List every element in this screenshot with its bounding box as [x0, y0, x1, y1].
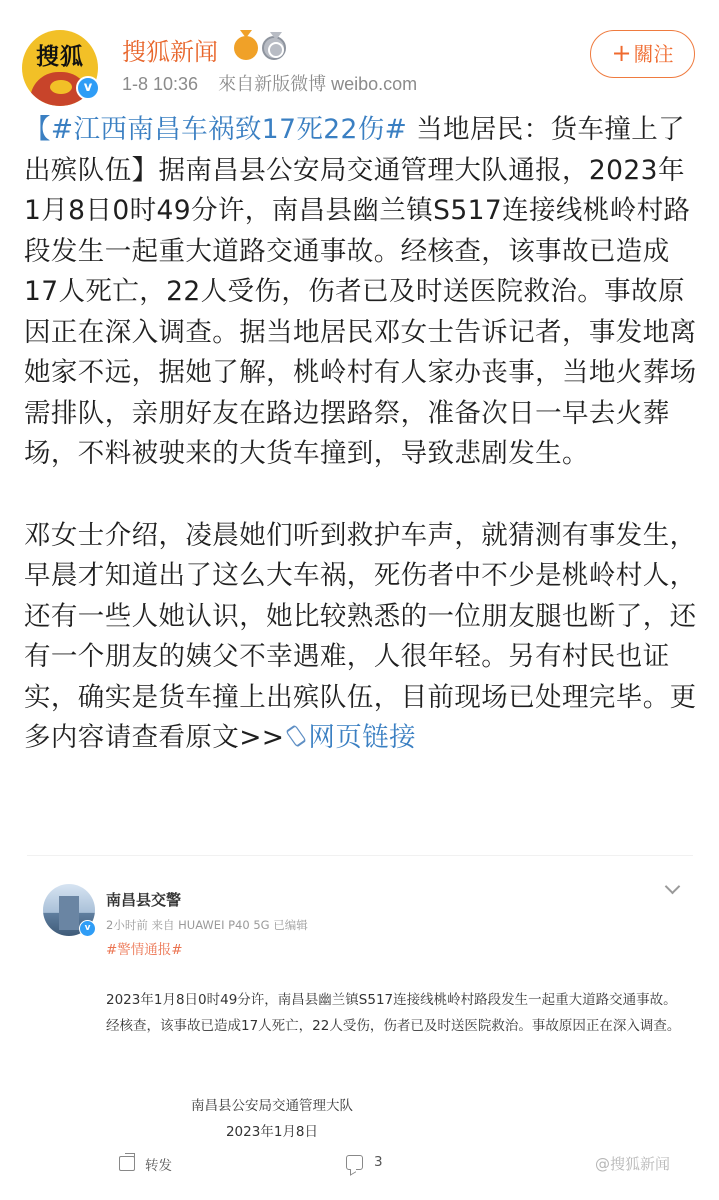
watermark: @搜狐新闻 — [595, 1155, 671, 1173]
comment-icon — [346, 1155, 363, 1170]
post-meta — [122, 70, 417, 96]
embed-hashtag: #警情通报# — [106, 942, 183, 958]
verified-icon: v — [76, 76, 100, 100]
embed-action-bar — [27, 1152, 693, 1182]
embed-account-name: 南昌县交警 — [106, 891, 182, 909]
avatar-logo-text: 搜狐 — [36, 43, 84, 70]
link-icon[interactable] — [286, 724, 307, 747]
comment-count: 3 — [374, 1154, 383, 1170]
post-timestamp: 1-8 10:36 — [122, 74, 199, 94]
post-header — [0, 0, 719, 110]
embedded-weibo-screenshot — [27, 855, 693, 1200]
embed-signature-org: 南昌县公安局交通管理大队 — [191, 1098, 353, 1114]
share-label: 转发 — [145, 1158, 172, 1174]
plus-icon: + — [611, 39, 632, 67]
web-link[interactable]: 网页链接 — [308, 722, 417, 753]
hashtag-link[interactable]: 【#江西南昌车祸致17死22伤# — [24, 114, 408, 145]
chevron-down-icon — [665, 879, 681, 895]
paragraph-1-text: 当地居民：货车撞上了出殡队伍】据南昌县公安局交通管理大队通报，2023年1月8日0时49分许，南昌县幽兰镇S517连接线桃岭村路段发生一起重大道路交通事故。经核查，该事故已造成17人死亡，22人受伤，伤者已及时送医院救治。事故原因正在深入调查。据当地居民邓女士告诉记者，事发地离她家不远，据她了解，桃岭村有人家办丧事，当地火葬场需排队，亲朋好友在路边摆路祭，准备次日一早去火葬场，不料被驶来的大货车撞到，导致悲剧发生。 — [24, 114, 697, 469]
follow-button[interactable] — [590, 30, 695, 78]
post-source: 來自新版微博 weibo.com — [218, 74, 418, 94]
embed-verified-icon: v — [79, 920, 96, 937]
embed-signature-date: 2023年1月8日 — [225, 1124, 319, 1140]
paragraph-1 — [24, 110, 700, 475]
post-body — [24, 110, 700, 759]
share-icon — [119, 1156, 135, 1171]
silver-medal-icon[interactable] — [262, 36, 286, 60]
paragraph-2-text: 邓女士介绍，凌晨她们听到救护车声，就猜测有事发生，早晨才知道出了这么大车祸，死伤者中不少是桃岭村人，还有一些人她认识，她比较熟悉的一位朋友腿也断了，还有一个朋友的姨父不幸遇难，人很年轻。另有村民也证实，确实是货车撞上出殡队伍，目前现场已处理完毕。更多内容请查看原文>> — [24, 519, 697, 753]
account-name[interactable]: 搜狐新闻 — [122, 38, 218, 66]
paragraph-2 — [24, 516, 700, 759]
follow-label: 關注 — [633, 42, 674, 66]
embed-body-text: 2023年1月8日0时49分许，南昌县幽兰镇S517连接线桃岭村路段发生一起重大道路交通事故。经核查，该事故已造成17人死亡，22人受伤，伤者已及时送医院救治。事故原因正在深入调查。 — [106, 992, 681, 1034]
gold-medal-icon[interactable] — [234, 36, 258, 60]
embed-meta: 2小时前 来自 HUAWEI P40 5G 已编辑 — [106, 918, 308, 932]
